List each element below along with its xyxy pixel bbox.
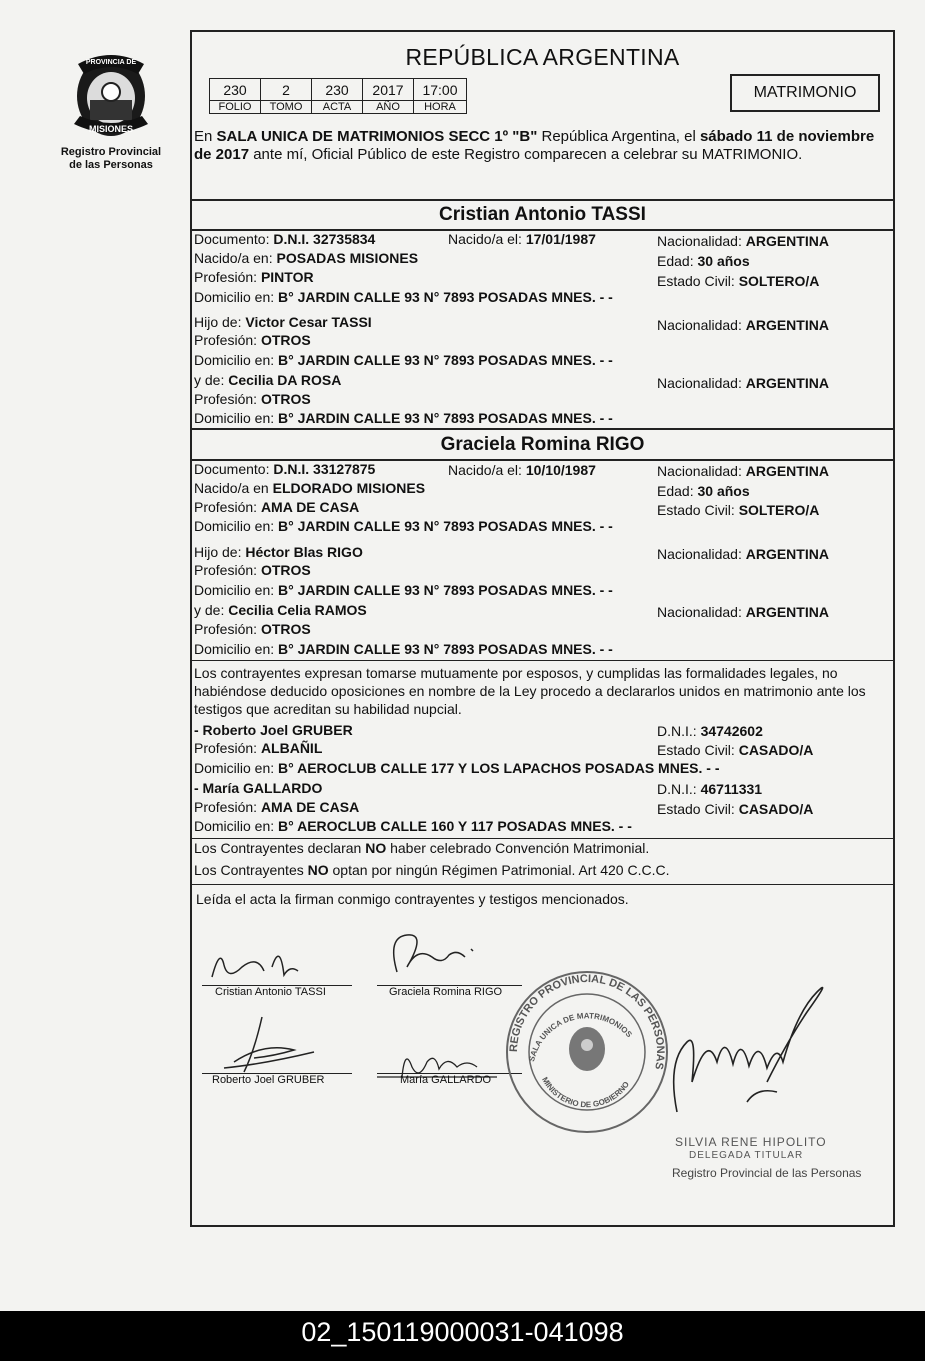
official-organization: Registro Provincial de las Personas [672, 1166, 862, 1180]
signature-witness1-drawing [204, 1012, 324, 1082]
patrimonial-regime-statement: Los Contrayentes NO optan por ningún Régimen Patrimonial. Art 420 C.C.C. [194, 862, 670, 878]
act-type-box: MATRIMONIO [730, 74, 880, 112]
groom-age: Edad: 30 años [657, 253, 750, 269]
signature-witness2-name: María GALLARDO [400, 1074, 492, 1086]
year-value: 2017 [363, 79, 414, 101]
section-divider [192, 199, 893, 201]
section-divider [192, 428, 893, 430]
witness2-dni: D.N.I.: 46711331 [657, 781, 763, 797]
signature-bride-drawing [377, 927, 487, 987]
registry-logo [52, 44, 170, 172]
tomo-label: TOMO [261, 101, 312, 114]
office-name: SALA UNICA DE MATRIMONIOS SECC 1º "B" [216, 128, 538, 145]
groom-birthplace: Nacido/a en: POSADAS MISIONES [194, 250, 419, 266]
coat-of-arms-icon [66, 44, 156, 142]
official-signature-drawing [647, 972, 837, 1122]
logo-caption-line2: de las Personas [69, 159, 153, 171]
marriage-certificate [190, 30, 895, 1227]
official-role: DELEGADA TITULAR [689, 1150, 804, 1161]
year-label: AÑO [363, 101, 414, 114]
logo-caption [52, 146, 170, 172]
groom-birthdate: Nacido/a el: 17/01/1987 [448, 231, 596, 247]
groom-mother-address: Domicilio en: B° JARDIN CALLE 93 N° 7893 POSADAS MNES. - - [194, 410, 613, 426]
bride-father-profession: Profesión: OTROS [194, 562, 311, 578]
folio-value: 230 [210, 79, 261, 101]
section-divider [192, 884, 893, 885]
witness1-name: - Roberto Joel GRUBER [194, 722, 353, 738]
official-name: SILVIA RENE HIPOLITO [675, 1135, 827, 1149]
page-title: REPÚBLICA ARGENTINA [405, 44, 680, 70]
stamp-inner-top-text: SALA UNICA DE MATRIMONIOS [527, 1011, 634, 1063]
convention-statement: Los Contrayentes declaran NO haber celebrado Convención Matrimonial. [194, 840, 650, 856]
bride-father-address: Domicilio en: B° JARDIN CALLE 93 N° 7893 POSADAS MNES. - - [194, 582, 613, 598]
groom-profession: Profesión: PINTOR [194, 269, 314, 285]
groom-father-profession: Profesión: OTROS [194, 332, 311, 348]
signature-groom-drawing [202, 937, 322, 987]
signature-witness1-name: Roberto Joel GRUBER [212, 1074, 325, 1086]
bride-civil-status: Estado Civil: SOLTERO/A [657, 502, 820, 518]
groom-father: Hijo de: Victor Cesar TASSI [194, 314, 372, 330]
witness1-civil-status: Estado Civil: CASADO/A [657, 742, 814, 758]
document-code-bar [0, 1311, 925, 1361]
groom-mother: y de: Cecilia DA ROSA [194, 372, 342, 388]
stamp-outer-text: REGISTRO PROVINCIAL DE LAS PERSONAS [507, 972, 667, 1071]
witness2-name: - María GALLARDO [194, 780, 323, 796]
bride-nationality: Nacionalidad: ARGENTINA [657, 463, 829, 479]
bride-address: Domicilio en: B° JARDIN CALLE 93 N° 7893 POSADAS MNES. - - [194, 518, 613, 534]
bride-birthplace: Nacido/a en ELDORADO MISIONES [194, 480, 426, 496]
bride-birthdate: Nacido/a el: 10/10/1987 [448, 462, 596, 478]
bride-age: Edad: 30 años [657, 483, 750, 499]
closing-statement: Leída el acta la firman conmigo contrayentes y testigos mencionados. [196, 891, 629, 907]
folio-label: FOLIO [210, 101, 261, 114]
bride-mother: y de: Cecilia Celia RAMOS [194, 602, 367, 618]
stamp-inner-bottom-text: MINISTERIO DE GOBIERNO [540, 1075, 631, 1110]
document-code: 02_150119000031-041098 [301, 1317, 624, 1347]
witness2-civil-status: Estado Civil: CASADO/A [657, 801, 814, 817]
logo-bottom-text: MISIONES [88, 124, 134, 134]
groom-nationality: Nacionalidad: ARGENTINA [657, 233, 829, 249]
ceremony-date: sábado 11 de noviembre de 2017 [194, 128, 875, 163]
intro-text: República Argentina, el [537, 128, 700, 145]
groom-father-address: Domicilio en: B° JARDIN CALLE 93 N° 7893 POSADAS MNES. - - [194, 352, 613, 368]
intro-text: En [194, 128, 217, 145]
groom-mother-nationality: Nacionalidad: ARGENTINA [657, 375, 829, 391]
bride-mother-profession: Profesión: OTROS [194, 621, 311, 637]
groom-document: Documento: D.N.I. 32735834 [194, 231, 376, 247]
witness1-profession: Profesión: ALBAÑIL [194, 740, 323, 756]
logo-caption-line1: Registro Provincial [60, 146, 162, 158]
signature-bride-name: Graciela Romina RIGO [389, 986, 503, 998]
hour-value: 17:00 [414, 79, 467, 101]
hour-label: HORA [414, 101, 467, 114]
witness2-profession: Profesión: AMA DE CASA [194, 799, 360, 815]
section-divider [192, 838, 893, 839]
signature-groom-name: Cristian Antonio TASSI [215, 986, 326, 998]
bride-father-nationality: Nacionalidad: ARGENTINA [657, 546, 829, 562]
witness1-dni: D.N.I.: 34742602 [657, 723, 763, 739]
groom-mother-profession: Profesión: OTROS [194, 391, 311, 407]
tomo-value: 2 [261, 79, 312, 101]
registry-data-table [209, 78, 467, 114]
bride-mother-nationality: Nacionalidad: ARGENTINA [657, 604, 829, 620]
groom-address: Domicilio en: B° JARDIN CALLE 93 N° 7893 POSADAS MNES. - - [194, 289, 613, 305]
bride-document: Documento: D.N.I. 33127875 [194, 461, 376, 477]
declaration-text: Los contrayentes expresan tomarse mutuamente por esposos, y cumplidas las formalidades legales, no habiéndose deducido oposiciones en nombre de la Ley procedo a declararlos unidos en matrimonio ante los testigos que acreditan su habilidad nupcial. [194, 665, 866, 717]
section-divider [192, 660, 893, 661]
logo-top-text: PROVINCIA DE [85, 59, 137, 66]
witness1-address: Domicilio en: B° AEROCLUB CALLE 177 Y LOS LAPACHOS POSADAS MNES. - - [194, 760, 720, 776]
groom-name: Cristian Antonio TASSI [439, 204, 646, 225]
intro-text: ante mí, Oficial Público de este Registro comparecen a celebrar su MATRIMONIO. [249, 146, 803, 163]
bride-father: Hijo de: Héctor Blas RIGO [194, 544, 363, 560]
groom-civil-status: Estado Civil: SOLTERO/A [657, 273, 820, 289]
intro-paragraph [194, 128, 889, 164]
acta-value: 230 [312, 79, 363, 101]
bride-profession: Profesión: AMA DE CASA [194, 499, 360, 515]
acta-label: ACTA [312, 101, 363, 114]
groom-father-nationality: Nacionalidad: ARGENTINA [657, 317, 829, 333]
witness2-address: Domicilio en: B° AEROCLUB CALLE 160 Y 117 POSADAS MNES. - - [194, 818, 632, 834]
bride-mother-address: Domicilio en: B° JARDIN CALLE 93 N° 7893 POSADAS MNES. - - [194, 641, 613, 657]
bride-name: Graciela Romina RIGO [440, 434, 645, 455]
